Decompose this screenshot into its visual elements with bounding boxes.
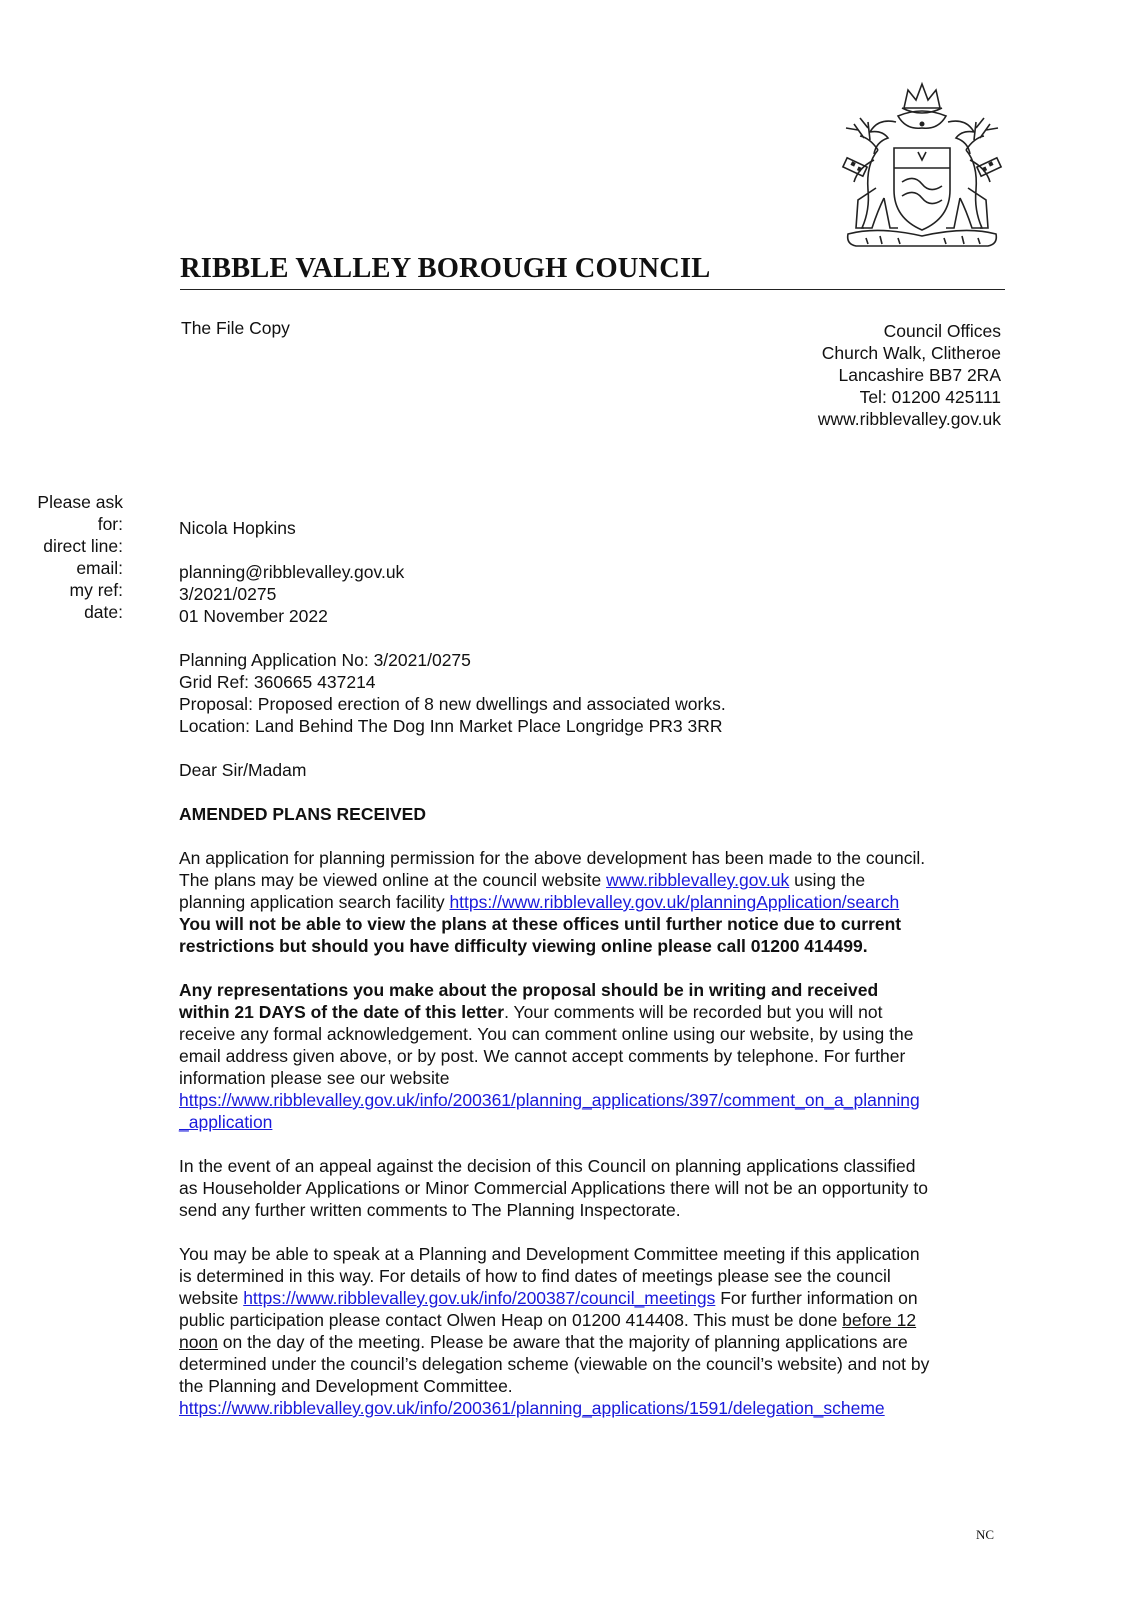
text-line: as Householder Applications or Minor Commercial Applications there will not be an opportunity to bbox=[179, 1178, 929, 1198]
paragraph-committee bbox=[179, 1243, 1009, 1419]
delegation-scheme-link[interactable]: https://www.ribblevalley.gov.uk/info/200361/planning_applications/1591/delegation_scheme bbox=[179, 1398, 885, 1418]
section-heading: AMENDED PLANS RECEIVED bbox=[179, 804, 426, 824]
text-line: send any further written comments to The Planning Inspectorate. bbox=[179, 1200, 681, 1220]
text-line: public participation please contact Olwen Heap on 01200 414408. This must be done before 12 bbox=[179, 1310, 917, 1330]
council-address-block bbox=[818, 320, 1001, 430]
date-label: date: bbox=[84, 602, 123, 622]
text-line: You may be able to speak at a Planning and Development Committee meeting if this application bbox=[179, 1244, 920, 1264]
comment-on-application-link[interactable]: https://www.ribblevalley.gov.uk/info/200361/planning_applications/397/comment_on_a_planning bbox=[179, 1090, 920, 1110]
application-number: Planning Application No: 3/2021/0275 bbox=[179, 650, 471, 670]
address-line: Lancashire BB7 2RA bbox=[838, 365, 1001, 385]
reference-number: 3/2021/0275 bbox=[179, 584, 277, 604]
text-line: The plans may be viewed online at the council website www.ribblevalley.gov.uk using the bbox=[179, 870, 866, 890]
contact-labels bbox=[20, 491, 123, 623]
bold-notice-line: restrictions but should you have difficulty viewing online please call 01200 414499. bbox=[179, 936, 868, 956]
paragraph-representations bbox=[179, 979, 1009, 1133]
comment-on-application-link-continued[interactable]: _application bbox=[179, 1112, 273, 1132]
address-line: Council Offices bbox=[883, 321, 1001, 341]
text-line: website https://www.ribblevalley.gov.uk/info/200387/council_meetings For further information on bbox=[179, 1288, 918, 1308]
footer-initials: NC bbox=[976, 1527, 995, 1542]
text-line: An application for planning permission for the above development has been made to the council. bbox=[179, 848, 926, 868]
paragraph-appeal bbox=[179, 1155, 1009, 1221]
text-line: determined under the council’s delegation scheme (viewable on the council’s website) and not by bbox=[179, 1354, 930, 1374]
text-line: planning application search facility https://www.ribblevalley.gov.uk/planningApplication/search bbox=[179, 892, 900, 912]
text-line: noon on the day of the meeting. Please be aware that the majority of planning applications are bbox=[179, 1332, 908, 1352]
contact-name: Nicola Hopkins bbox=[179, 518, 296, 538]
text-line: within 21 DAYS of the date of this letter. Your comments will be recorded but you will not bbox=[179, 1002, 883, 1022]
bold-notice-line: Any representations you make about the proposal should be in writing and received bbox=[179, 980, 879, 1000]
text-line: email address given above, or by post. We cannot accept comments by telephone. For further bbox=[179, 1046, 906, 1066]
address-website: www.ribblevalley.gov.uk bbox=[817, 409, 1001, 429]
header-rule bbox=[180, 289, 1005, 290]
proposal-description: Proposal: Proposed erection of 8 new dwellings and associated works. bbox=[179, 694, 726, 714]
bold-notice-line: You will not be able to view the plans at these offices until further notice due to current bbox=[179, 914, 902, 934]
text-line: receive any formal acknowledgement. You can comment online using our website, by using the bbox=[179, 1024, 914, 1044]
planning-search-link[interactable]: https://www.ribblevalley.gov.uk/planningApplication/search bbox=[449, 892, 900, 912]
site-location: Location: Land Behind The Dog Inn Market Place Longridge PR3 3RR bbox=[179, 716, 723, 736]
address-telephone: Tel: 01200 425111 bbox=[859, 387, 1001, 407]
text-line: the Planning and Development Committee. bbox=[179, 1376, 513, 1396]
please-ask-label: Please ask bbox=[37, 492, 123, 512]
council-meetings-link[interactable]: https://www.ribblevalley.gov.uk/info/200387/council_meetings bbox=[243, 1288, 716, 1308]
letter-body bbox=[179, 517, 1009, 1419]
paragraph-viewing-plans bbox=[179, 847, 1009, 957]
address-line: Church Walk, Clitheroe bbox=[821, 343, 1001, 363]
text-line: In the event of an appeal against the decision of this Council on planning applications classified bbox=[179, 1156, 916, 1176]
email-label: email: bbox=[76, 558, 123, 578]
for-label: for: bbox=[97, 514, 123, 534]
coat-of-arms-logo bbox=[818, 78, 1026, 254]
contact-email: planning@ribblevalley.gov.uk bbox=[179, 562, 405, 582]
council-website-link[interactable]: www.ribblevalley.gov.uk bbox=[606, 870, 790, 890]
salutation: Dear Sir/Madam bbox=[179, 760, 307, 780]
text-line: is determined in this way. For details of how to find dates of meetings please see the council bbox=[179, 1266, 891, 1286]
file-copy-label: The File Copy bbox=[181, 318, 290, 338]
my-ref-label: my ref: bbox=[69, 580, 123, 600]
letter-date: 01 November 2022 bbox=[179, 606, 328, 626]
direct-line-label: direct line: bbox=[43, 536, 123, 556]
text-line: information please see our website bbox=[179, 1068, 450, 1088]
grid-reference: Grid Ref: 360665 437214 bbox=[179, 672, 376, 692]
council-name-heading: RIBBLE VALLEY BOROUGH COUNCIL bbox=[180, 253, 711, 284]
